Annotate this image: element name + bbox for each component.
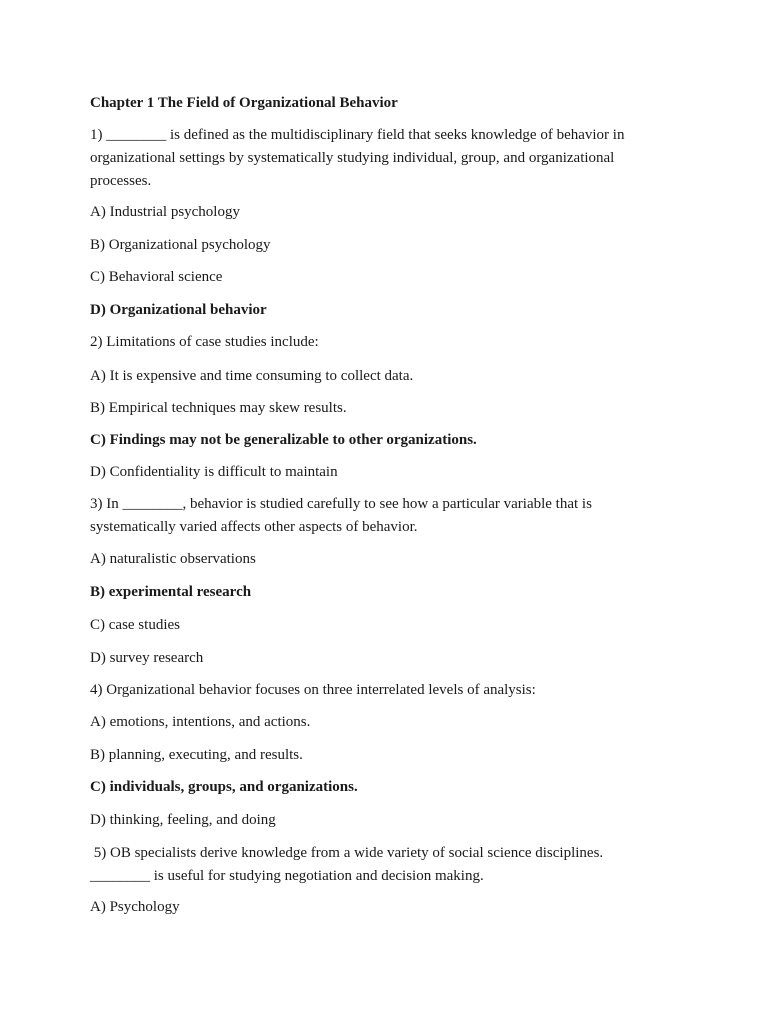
question-5-stem-line-2: ________ is useful for studying negotiation and decision making. — [90, 868, 484, 884]
question-4-option-b: B) planning, executing, and results. — [90, 747, 303, 763]
question-3-option-a: A) naturalistic observations — [90, 551, 256, 567]
question-4-option-c-answer: C) individuals, groups, and organizations. — [90, 779, 358, 795]
question-3-stem-line-1: 3) In ________, behavior is studied carefully to see how a particular variable that is — [90, 496, 592, 512]
question-4-option-a: A) emotions, intentions, and actions. — [90, 714, 311, 730]
question-5-option-a: A) Psychology — [90, 899, 180, 915]
question-1-option-d-answer: D) Organizational behavior — [90, 302, 267, 318]
question-1-option-a: A) Industrial psychology — [90, 204, 240, 220]
question-1-stem-line-2: organizational settings by systematically studying individual, group, and organizational — [90, 150, 615, 166]
question-2-option-d: D) Confidentiality is difficult to maintain — [90, 464, 338, 480]
question-1-stem-line-1: 1) ________ is defined as the multidisciplinary field that seeks knowledge of behavior in — [90, 127, 625, 143]
question-3-option-b-answer: B) experimental research — [90, 584, 252, 600]
question-4-option-d: D) thinking, feeling, and doing — [90, 812, 276, 828]
question-1-option-c: C) Behavioral science — [90, 269, 223, 285]
question-1-option-b: B) Organizational psychology — [90, 237, 271, 253]
question-3-option-c: C) case studies — [90, 617, 180, 633]
question-4-stem-line-1: 4) Organizational behavior focuses on three interrelated levels of analysis: — [90, 682, 536, 698]
question-3-stem-line-2: systematically varied affects other aspects of behavior. — [90, 519, 418, 535]
question-2-option-a: A) It is expensive and time consuming to collect data. — [90, 368, 414, 384]
question-3-option-d: D) survey research — [90, 650, 204, 666]
question-2-option-b: B) Empirical techniques may skew results. — [90, 400, 347, 416]
chapter-title: Chapter 1 The Field of Organizational Behavior — [90, 95, 398, 111]
question-2-stem-line-1: 2) Limitations of case studies include: — [90, 334, 319, 350]
question-2-option-c-answer: C) Findings may not be generalizable to other organizations. — [90, 432, 477, 448]
question-1-stem-line-3: processes. — [90, 173, 152, 189]
question-5-stem-line-1: 5) OB specialists derive knowledge from a wide variety of social science disciplines. — [90, 845, 604, 861]
